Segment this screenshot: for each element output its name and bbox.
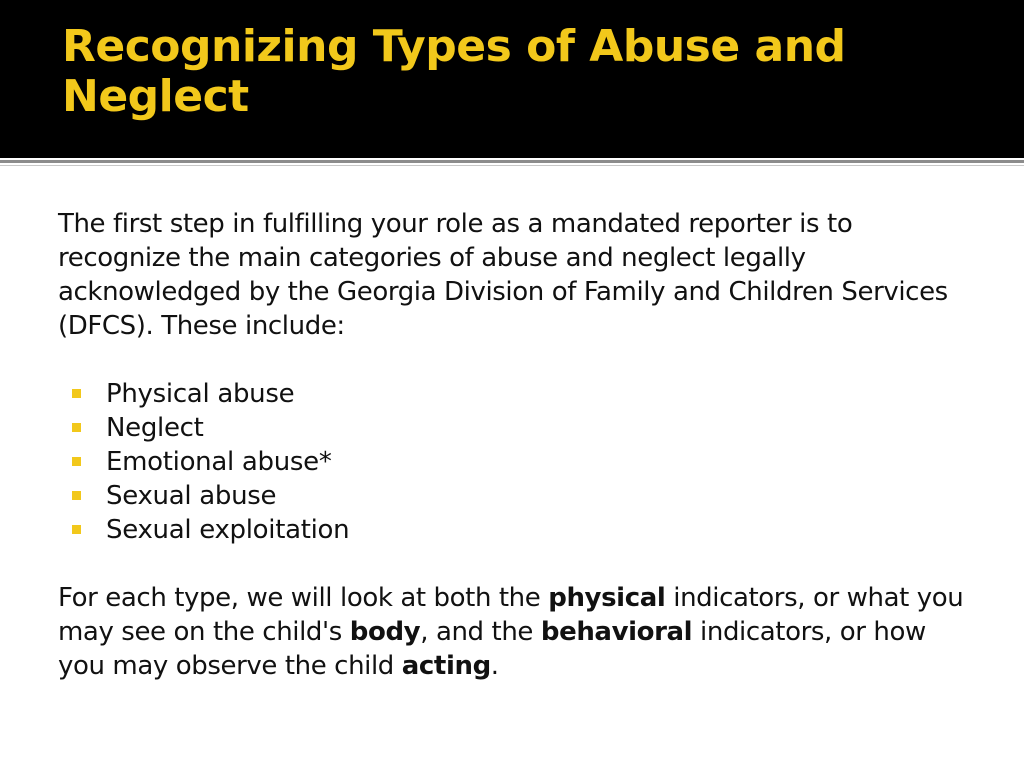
square-bullet-icon bbox=[72, 457, 81, 466]
emphasis-physical: physical bbox=[548, 583, 666, 613]
outro-text: indicators, or what you may see on the child's bbox=[58, 583, 964, 647]
abuse-category-list bbox=[58, 377, 978, 547]
title-divider-thin bbox=[0, 165, 1024, 166]
emphasis-acting: acting bbox=[401, 651, 491, 681]
list-item bbox=[58, 479, 978, 513]
intro-paragraph: The first step in fulfilling your role as a mandated reporter is to recognize the main categories of abuse and neglect legally acknowledged by the Georgia Division of Family and Children Services (DFCS). These include: bbox=[58, 209, 948, 341]
outro-text: For each type, we will look at both the bbox=[58, 583, 549, 613]
square-bullet-icon bbox=[72, 423, 81, 432]
outro-text: , and the bbox=[420, 617, 541, 647]
list-item-label: Neglect bbox=[106, 413, 204, 443]
square-bullet-icon bbox=[72, 389, 81, 398]
title-divider bbox=[0, 160, 1024, 163]
outro-paragraph bbox=[58, 581, 978, 683]
list-item bbox=[58, 513, 978, 547]
outro-text: indicators, or how you may observe the child bbox=[58, 617, 926, 681]
emphasis-body: body bbox=[349, 617, 421, 647]
list-item-label: Sexual abuse bbox=[106, 481, 277, 511]
emphasis-behavioral: behavioral bbox=[540, 617, 693, 647]
list-item bbox=[58, 445, 978, 479]
list-item-label: Physical abuse bbox=[106, 379, 295, 409]
square-bullet-icon bbox=[72, 525, 81, 534]
title-bar bbox=[0, 0, 1024, 158]
list-item-label: Sexual exploitation bbox=[106, 515, 350, 545]
square-bullet-icon bbox=[72, 491, 81, 500]
outro-text: . bbox=[490, 651, 499, 681]
list-item bbox=[58, 377, 978, 411]
list-item-label: Emotional abuse* bbox=[106, 447, 332, 477]
slide-title: Recognizing Types of Abuse and Neglect bbox=[62, 21, 846, 122]
list-item bbox=[58, 411, 978, 445]
slide-body bbox=[58, 207, 978, 683]
